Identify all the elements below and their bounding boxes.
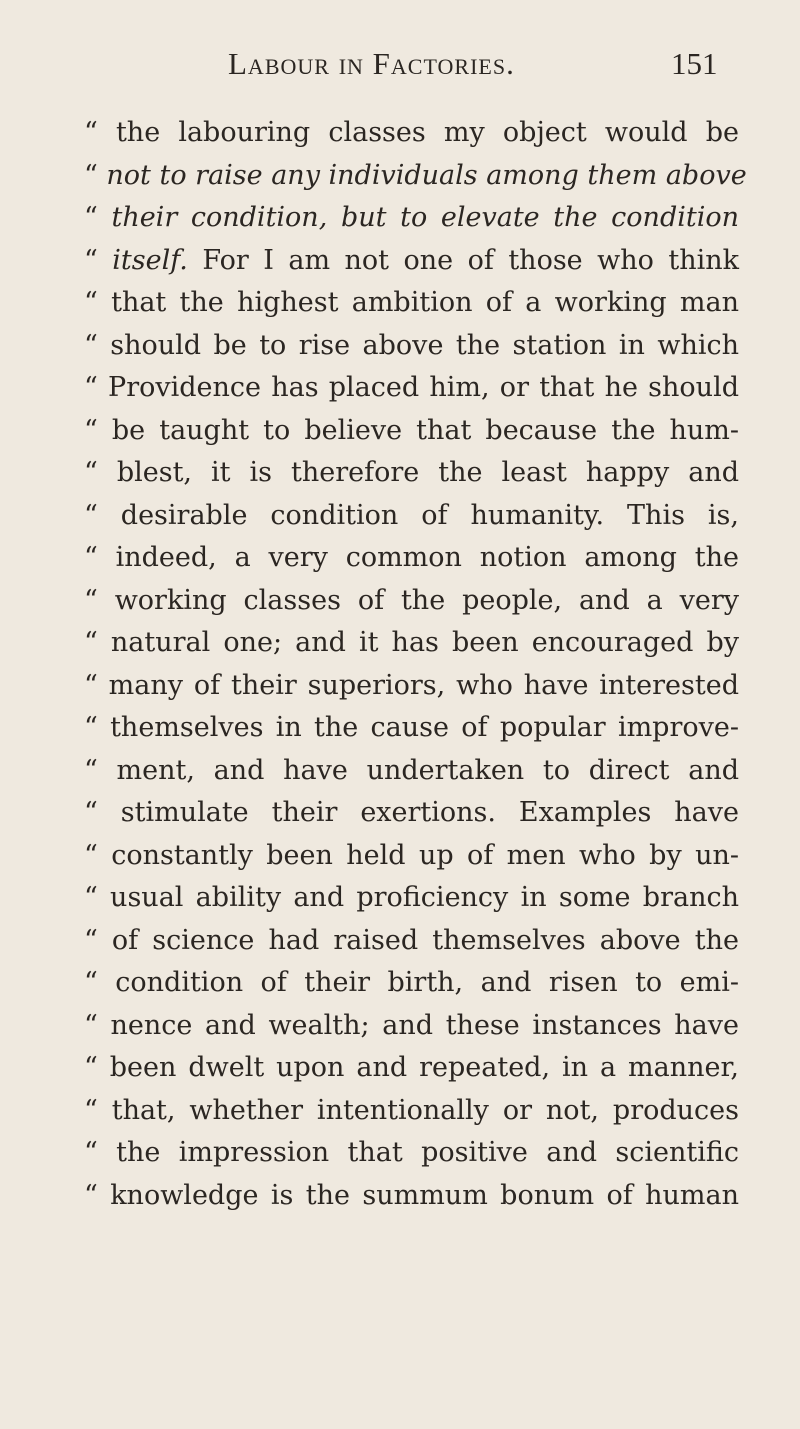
text-line: “ that the highest ambition of a working man — [84, 287, 739, 318]
page-header — [0, 46, 800, 106]
emphasized-phrase: their condition, but to elevate the condition — [111, 202, 739, 233]
page-number: 151 — [671, 46, 718, 81]
text-line: “ usual ability and proficiency in some branch — [84, 882, 739, 913]
text-line: “ the impression that positive and scientific — [84, 1137, 739, 1168]
text-line: “ natural one; and it has been encouraged by — [84, 627, 739, 658]
text-line: “ itself. For I am not one of those who think — [84, 244, 739, 276]
text-line: “ indeed, a very common notion among the — [84, 542, 739, 573]
text-line: “ desirable condition of humanity. This is, — [84, 499, 739, 531]
text-line: “ nence and wealth; and these instances have — [84, 1009, 739, 1041]
text-line: “ condition of their birth, and risen to emi- — [84, 967, 739, 998]
emphasized-phrase: not to raise any individuals among them above — [106, 159, 747, 191]
text-line-italic: “ their condition, but to elevate the condition — [84, 202, 739, 233]
text-line-italic: “ not to raise any individuals among them above — [84, 159, 747, 191]
text-line: “ Providence has placed him, or that he should — [84, 372, 739, 403]
text-line: “ of science had raised themselves above the — [84, 924, 739, 956]
text-line: “ the labouring classes my object would be — [84, 117, 739, 148]
text-line: “ themselves in the cause of popular improve- — [84, 712, 739, 743]
text-line: “ working classes of the people, and a very — [84, 584, 739, 616]
text-line: “ many of their superiors, who have interested — [84, 669, 739, 701]
text-line: “ been dwelt upon and repeated, in a manner, — [84, 1052, 739, 1083]
text-line: “ ment, and have undertaken to direct and — [84, 754, 739, 786]
text-line: “ that, whether intentionally or not, produces — [84, 1094, 739, 1126]
text-line: “ should be to rise above the station in which — [84, 329, 739, 361]
text-line: “ be taught to believe that because the hum- — [84, 414, 739, 446]
text-line: “ knowledge is the summum bonum of human — [84, 1179, 739, 1211]
text-line: “ stimulate their exertions. Examples have — [84, 797, 739, 828]
body-text — [84, 112, 747, 1217]
text-line: “ constantly been held up of men who by un- — [84, 839, 739, 871]
emphasized-word: itself. — [112, 244, 188, 276]
running-head: Labour in Factories. — [228, 46, 515, 81]
text-line: “ blest, it is therefore the least happy and — [84, 457, 739, 488]
